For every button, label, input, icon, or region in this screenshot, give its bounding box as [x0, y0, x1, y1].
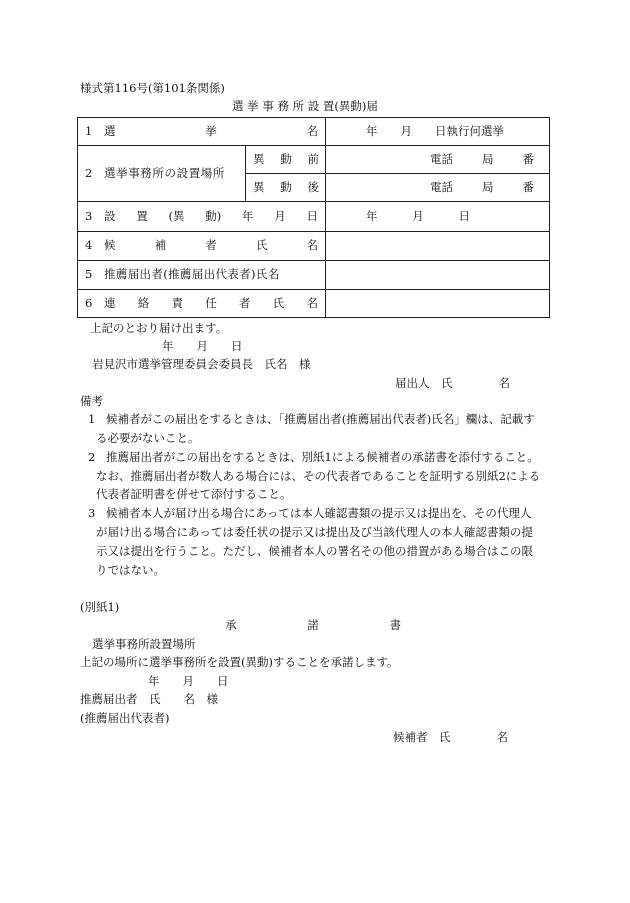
- row1-value: 年 月 日執行何選挙: [366, 124, 504, 138]
- note-2-line-3: 代表者証明書を併せて添付すること。: [96, 487, 292, 501]
- submission-addressee: 岩見沢市選挙管理委員会委員長 氏名 様: [92, 357, 311, 371]
- attachment-date: 年 月 日: [148, 674, 229, 688]
- note-3-number: 3: [88, 506, 96, 520]
- note-3-line-4: りではない。: [96, 563, 165, 577]
- attachment-recommender: 推薦届出者 氏 名 様: [80, 692, 218, 706]
- row2-before-phone: 電話 局 番: [430, 152, 534, 166]
- attachment-recommender-rep: (推薦届出代表者): [80, 711, 170, 725]
- note-1-number: 1: [88, 412, 96, 426]
- row3-label: 設 置 (異 動) 年 月 日: [104, 209, 318, 223]
- attachment-candidate: 候補者 氏 名: [393, 730, 508, 744]
- attachment-consent: 上記の場所に選挙事務所を設置(異動)することを承諾します。: [80, 655, 399, 669]
- row3-number: 3: [85, 209, 93, 223]
- attachment-location: 選挙事務所設置場所: [92, 637, 196, 651]
- submission-intro: 上記のとおり届け出ます。: [90, 321, 228, 335]
- attachment-label: (別紙1): [80, 600, 120, 614]
- notes-heading: 備考: [80, 394, 103, 408]
- note-2-line-2: なお、推薦届出者が数人ある場合には、その代表者であることを証明する別紙2による: [96, 469, 541, 483]
- note-3-line-1: 候補者本人が届け出る場合にあっては本人確認書類の提示又は提出を、その代理人: [106, 506, 532, 520]
- form-title: 選 挙 事 務 所 設 置(異動)届: [232, 99, 378, 113]
- submission-date: 年 月 日: [162, 339, 243, 353]
- submission-applicant: 届出人 氏 名: [395, 376, 510, 390]
- row2-after-phone: 電話 局 番: [430, 180, 534, 194]
- row6-number: 6: [85, 296, 93, 310]
- row6-label: 連 絡 責 任 者 氏 名: [104, 296, 318, 310]
- row2-after-label: 異 動 後: [253, 180, 319, 194]
- attachment-title: 承 諾 書: [225, 618, 401, 632]
- row4-label: 候 補 者 氏 名: [104, 238, 318, 252]
- row2-before-label: 異 動 前: [253, 152, 319, 166]
- note-3-line-3: 示又は提出を行うこと。ただし、候補者本人の署名その他の措置がある場合はこの限: [96, 544, 533, 558]
- row4-number: 4: [85, 238, 93, 252]
- row3-value: 年 月 日: [366, 209, 470, 223]
- note-1-line-2: る必要がないこと。: [96, 431, 200, 445]
- row1-number: 1: [85, 124, 93, 138]
- note-2-number: 2: [88, 450, 96, 464]
- row2-number: 2: [85, 166, 93, 180]
- note-1-line-1: 候補者がこの届出をするときは、「推薦届出者(推薦届出代表者)氏名」欄は、記載す: [106, 412, 535, 426]
- note-3-line-2: が届け出る場合にあっては委任状の提示又は提出及び当該代理人の本人確認書類の提: [96, 525, 533, 539]
- note-2-line-1: 推薦届出者がこの届出をするときは、別紙1による候補者の承諾書を添付すること。: [106, 450, 539, 464]
- row5-number: 5: [85, 267, 93, 281]
- row5-label: 推薦届出者(推薦届出代表者)氏名: [104, 267, 280, 281]
- table-column-divider: [325, 117, 326, 318]
- row1-label: 選 挙 名: [104, 124, 318, 138]
- form-number: 様式第116号(第101条関係): [80, 81, 225, 95]
- row2-label: 選挙事務所の設置場所: [104, 166, 225, 180]
